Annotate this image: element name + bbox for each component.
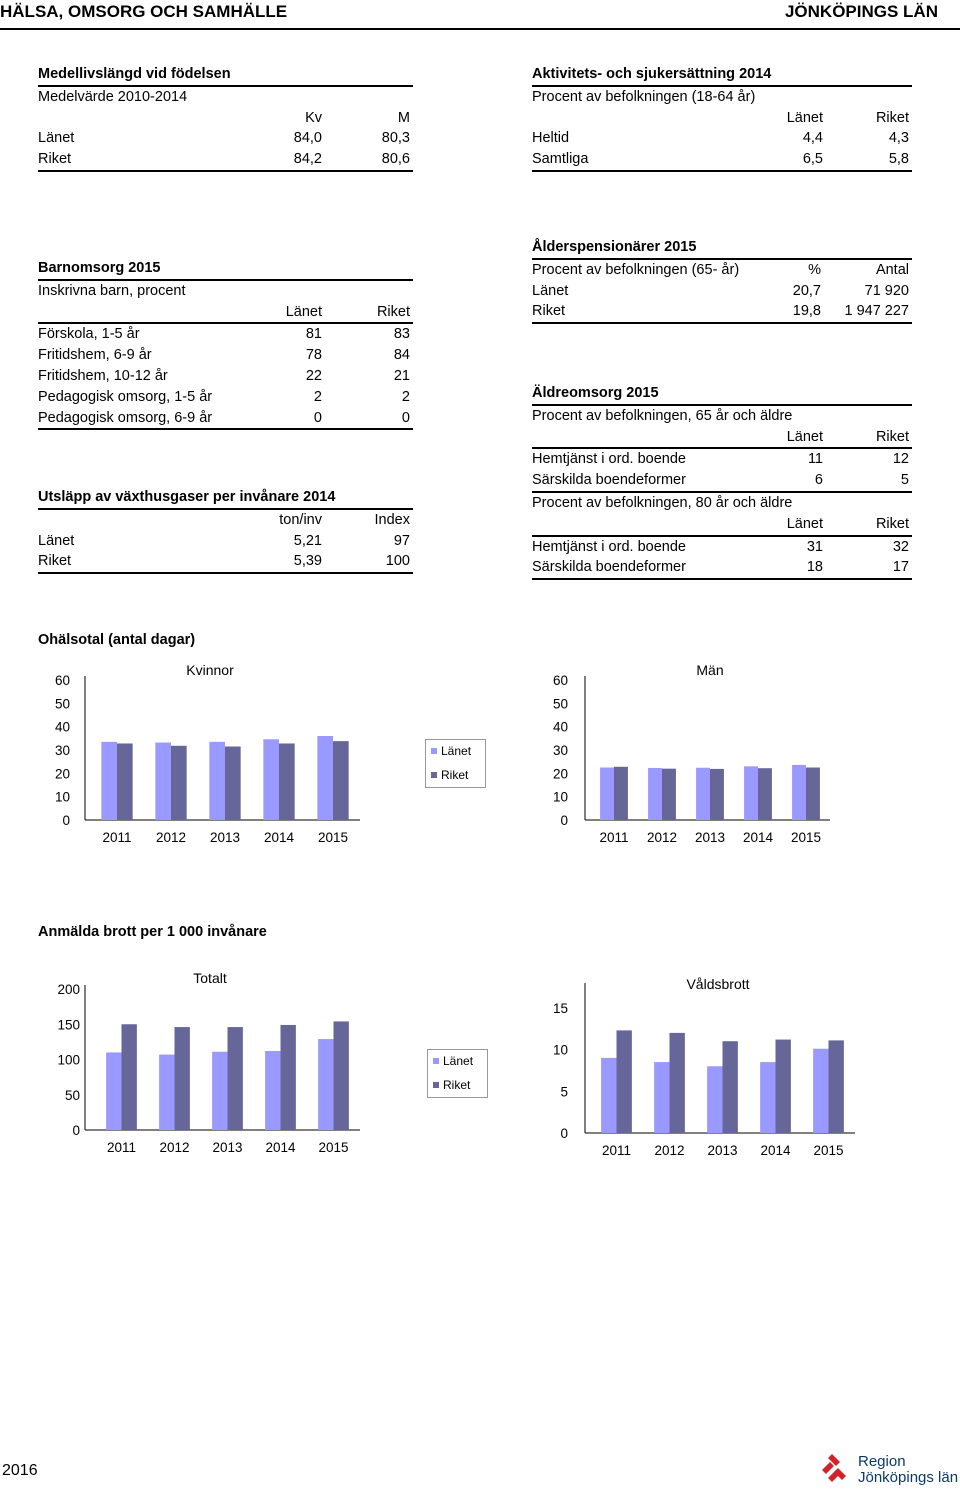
cell: 84,2 xyxy=(293,151,322,168)
totalt-chart xyxy=(40,965,370,1160)
legend-label-riket: Riket xyxy=(441,768,469,782)
table-row xyxy=(532,301,912,324)
row-label: Särskilda boendeformer xyxy=(532,472,686,489)
bar-riket-2012 xyxy=(670,1033,685,1133)
cell: 5,39 xyxy=(293,553,322,570)
bar-riket-2012 xyxy=(175,1027,190,1130)
bar-lanet-2014 xyxy=(760,1062,775,1133)
cell: 83 xyxy=(393,326,410,343)
cell: 78 xyxy=(305,347,322,364)
cell: 6,5 xyxy=(802,151,823,168)
row-label: Länet xyxy=(38,130,75,147)
bar-lanet-2012 xyxy=(654,1062,669,1133)
x-tick-label: 2015 xyxy=(790,830,822,845)
row-label: Riket xyxy=(38,553,72,570)
aktivitet-table xyxy=(532,64,912,172)
man-chart xyxy=(540,660,870,850)
table-title-row xyxy=(532,237,912,260)
cell: 84 xyxy=(393,347,410,364)
table-subtitle-row xyxy=(38,87,413,108)
bar-riket-2014 xyxy=(776,1040,791,1133)
ohalsotal-legend xyxy=(425,739,487,789)
x-tick-label: 2014 xyxy=(742,830,774,845)
logo-line1: Region xyxy=(858,1453,906,1470)
row-label: Hemtjänst i ord. boende xyxy=(532,538,686,555)
table-subtitle: Procent av befolkningen, 80 år och äldre xyxy=(532,494,793,511)
table-header-row xyxy=(38,108,413,129)
header-section-title: HÄLSA, OMSORG OCH SAMHÄLLE xyxy=(0,2,288,21)
table-row xyxy=(532,449,912,470)
table-subtitle: Procent av befolkningen, 65 år och äldre xyxy=(532,407,793,424)
col-header: Länet xyxy=(786,428,823,445)
x-tick-label: 2013 xyxy=(212,1140,243,1155)
bar-lanet-2015 xyxy=(792,765,806,820)
table-subtitle-row xyxy=(532,493,912,514)
y-tick-label: 100 xyxy=(57,1052,80,1068)
x-tick-label: 2012 xyxy=(155,830,187,845)
cell: 4,3 xyxy=(888,130,909,147)
bar-riket-2015 xyxy=(333,741,349,820)
x-tick-label: 2014 xyxy=(760,1143,791,1158)
x-tick-label: 2012 xyxy=(654,1143,685,1158)
kvinnor-chart xyxy=(40,660,370,850)
bar-lanet-2014 xyxy=(263,739,279,820)
col-header: Riket xyxy=(875,428,909,445)
bar-riket-2011 xyxy=(614,767,628,820)
cell: 20,7 xyxy=(792,282,821,299)
bar-lanet-2011 xyxy=(101,742,117,820)
col-header: % xyxy=(808,261,821,278)
bar-lanet-2015 xyxy=(813,1049,828,1133)
x-tick-label: 2011 xyxy=(601,1143,632,1158)
bar-lanet-2012 xyxy=(155,743,171,820)
bar-riket-2015 xyxy=(334,1021,349,1130)
y-tick-label: 20 xyxy=(54,766,70,782)
col-header: Index xyxy=(374,511,410,528)
y-tick-label: 10 xyxy=(552,1042,568,1058)
table-row xyxy=(38,551,413,574)
table-row xyxy=(532,128,912,149)
legend-swatch-lanet xyxy=(431,748,437,754)
bar-lanet-2015 xyxy=(318,1039,333,1130)
cell: 5,21 xyxy=(293,532,322,549)
bar-riket-2015 xyxy=(806,768,820,821)
bar-riket-2014 xyxy=(758,768,772,820)
cell: 1 947 227 xyxy=(844,303,909,320)
col-header: Riket xyxy=(875,109,909,126)
x-tick-label: 2015 xyxy=(318,1140,349,1155)
bar-lanet-2011 xyxy=(106,1052,121,1130)
bar-riket-2013 xyxy=(225,747,241,821)
table-title-row xyxy=(38,64,413,87)
table-header-row xyxy=(532,108,912,129)
y-tick-label: 200 xyxy=(57,982,80,997)
table-row xyxy=(532,281,912,302)
bar-riket-2014 xyxy=(281,1025,296,1130)
y-tick-label: 0 xyxy=(62,813,70,828)
table-title: Aktivitets- och sjukersättning 2014 xyxy=(532,66,772,82)
aldreomsorg-table xyxy=(532,383,912,580)
legend-swatch-riket xyxy=(433,1082,439,1088)
x-tick-label: 2014 xyxy=(265,1140,296,1155)
bar-lanet-2013 xyxy=(696,768,710,820)
row-label: Pedagogisk omsorg, 1-5 år xyxy=(38,388,213,405)
bar-lanet-2013 xyxy=(707,1066,722,1133)
col-header: Antal xyxy=(875,261,909,278)
cell: 0 xyxy=(401,409,410,426)
table-subtitle: Inskrivna barn, procent xyxy=(38,282,186,299)
y-tick-label: 50 xyxy=(64,1087,80,1103)
table-row xyxy=(38,149,413,172)
table-subtitle-row xyxy=(38,281,413,302)
bar-riket-2013 xyxy=(710,769,724,820)
y-tick-label: 15 xyxy=(552,1000,568,1016)
table-row xyxy=(38,345,413,366)
bar-riket-2012 xyxy=(171,746,187,820)
chart-title: Män xyxy=(696,662,724,678)
col-header: Riket xyxy=(875,515,909,532)
logo-line2: Jönköpings län xyxy=(858,1469,959,1486)
cell: 81 xyxy=(305,326,322,343)
col-header: Länet xyxy=(786,515,823,532)
table-row xyxy=(38,324,413,345)
cell: 11 xyxy=(807,451,823,468)
barnomsorg-table xyxy=(38,258,413,430)
bar-riket-2011 xyxy=(617,1030,632,1133)
table-header-row xyxy=(38,302,413,325)
header-region: JÖNKÖPINGS LÄN xyxy=(784,2,938,21)
x-tick-label: 2011 xyxy=(106,1140,137,1155)
x-tick-label: 2013 xyxy=(209,830,241,845)
table-row xyxy=(532,149,912,172)
row-label: Heltid xyxy=(532,130,570,147)
bar-lanet-2011 xyxy=(601,1058,616,1133)
bar-riket-2013 xyxy=(723,1041,738,1133)
legend-swatch-lanet xyxy=(433,1058,439,1064)
cell: 71 920 xyxy=(864,282,909,299)
y-tick-label: 20 xyxy=(552,766,568,782)
table-title: Barnomsorg 2015 xyxy=(38,260,161,276)
alderspension-table xyxy=(532,237,912,324)
row-label: Riket xyxy=(532,303,566,320)
table-subtitle-row xyxy=(532,406,912,427)
cell: 84,0 xyxy=(293,130,322,147)
legend-label-lanet: Länet xyxy=(441,744,472,758)
bar-lanet-2011 xyxy=(600,768,614,821)
y-tick-label: 0 xyxy=(560,813,568,828)
cell: 97 xyxy=(393,532,410,549)
y-tick-label: 10 xyxy=(552,789,568,805)
bar-lanet-2014 xyxy=(265,1051,280,1130)
utslapp-table xyxy=(38,487,413,574)
bar-riket-2014 xyxy=(279,743,295,820)
bar-lanet-2012 xyxy=(159,1055,174,1130)
y-tick-label: 30 xyxy=(552,743,568,758)
y-tick-label: 60 xyxy=(552,673,568,688)
y-tick-label: 50 xyxy=(552,696,568,712)
row-label: Särskilda boendeformer xyxy=(532,559,686,576)
cell: 12 xyxy=(892,451,909,468)
x-tick-label: 2015 xyxy=(813,1143,844,1158)
x-tick-label: 2014 xyxy=(263,830,295,845)
x-tick-label: 2011 xyxy=(599,830,629,845)
cell: 80,3 xyxy=(381,130,410,147)
region-logo xyxy=(820,1450,960,1486)
table-row xyxy=(38,366,413,387)
table-subtitle-row xyxy=(532,87,912,108)
x-tick-label: 2013 xyxy=(694,830,726,845)
x-tick-label: 2011 xyxy=(102,830,132,845)
row-label: Förskola, 1-5 år xyxy=(38,326,140,343)
row-label: Länet xyxy=(532,282,569,299)
x-tick-label: 2012 xyxy=(159,1140,190,1155)
y-tick-label: 10 xyxy=(54,789,70,805)
table-title-row xyxy=(532,383,912,406)
row-label: Länet xyxy=(38,532,75,549)
y-tick-label: 40 xyxy=(552,719,568,735)
cell: 21 xyxy=(393,367,410,384)
brott-title: Anmälda brott per 1 000 invånare xyxy=(38,924,267,940)
y-tick-label: 40 xyxy=(54,719,70,735)
valdsbrott-chart xyxy=(540,965,870,1165)
cell: 4,4 xyxy=(802,130,823,147)
col-header: Kv xyxy=(305,109,322,126)
cell: 2 xyxy=(313,388,322,405)
y-tick-label: 50 xyxy=(54,696,70,712)
bar-lanet-2012 xyxy=(648,768,662,820)
chart-title: Totalt xyxy=(193,970,227,986)
x-tick-label: 2013 xyxy=(707,1143,738,1158)
table-title-row xyxy=(532,64,912,87)
x-tick-label: 2015 xyxy=(317,830,349,845)
bar-riket-2012 xyxy=(662,769,676,820)
row-label: Riket xyxy=(38,151,72,168)
table-header-row xyxy=(532,427,912,450)
medellivslangd-table xyxy=(38,64,413,172)
cell: 31 xyxy=(806,538,823,555)
legend-label-riket: Riket xyxy=(443,1078,471,1092)
row-label: Samtliga xyxy=(532,151,589,168)
bar-lanet-2014 xyxy=(744,766,758,820)
cell: 0 xyxy=(313,409,322,426)
table-row xyxy=(532,557,912,580)
y-tick-label: 150 xyxy=(57,1017,80,1033)
y-tick-label: 60 xyxy=(54,673,70,688)
y-tick-label: 0 xyxy=(72,1123,80,1138)
row-label: Fritidshem, 10-12 år xyxy=(38,367,168,384)
table-title: Utsläpp av växthusgaser per invånare 2014 xyxy=(38,489,336,505)
chart-title: Kvinnor xyxy=(186,662,234,678)
table-title-row xyxy=(38,487,413,510)
col-header: ton/inv xyxy=(279,511,322,528)
table-title: Äldreomsorg 2015 xyxy=(532,385,659,401)
table-subtitle-row xyxy=(532,260,912,281)
col-header: M xyxy=(397,109,410,126)
table-title: Medellivslängd vid födelsen xyxy=(38,66,231,82)
bar-lanet-2013 xyxy=(209,742,225,820)
cell: 32 xyxy=(892,538,909,555)
table-subtitle: Procent av befolkningen (18-64 år) xyxy=(532,88,756,105)
cell: 80,6 xyxy=(381,151,410,168)
page-header xyxy=(0,0,960,30)
table-subtitle: Procent av befolkningen (65- år) xyxy=(532,261,740,278)
table-row xyxy=(38,387,413,408)
x-tick-label: 2012 xyxy=(646,830,678,845)
table-subtitle: Medelvärde 2010-2014 xyxy=(38,88,188,105)
table-title: Ålderspensionärer 2015 xyxy=(532,239,697,255)
table-row xyxy=(38,128,413,149)
table-header-row xyxy=(38,510,413,531)
col-header: Länet xyxy=(285,303,322,320)
legend-swatch-riket xyxy=(431,772,437,778)
table-row xyxy=(38,408,413,431)
bar-riket-2015 xyxy=(829,1040,844,1133)
bar-lanet-2015 xyxy=(317,736,333,820)
brott-legend xyxy=(427,1049,489,1099)
bar-riket-2011 xyxy=(117,743,133,820)
cell: 2 xyxy=(401,388,410,405)
y-tick-label: 5 xyxy=(560,1084,568,1100)
bar-riket-2013 xyxy=(228,1027,243,1130)
table-header-row xyxy=(532,514,912,537)
cell: 5 xyxy=(900,472,909,489)
y-tick-label: 0 xyxy=(560,1126,568,1141)
table-row xyxy=(532,537,912,558)
chart-title: Våldsbrott xyxy=(686,976,750,992)
cell: 17 xyxy=(892,559,909,576)
col-header: Riket xyxy=(376,303,410,320)
cell: 19,8 xyxy=(792,303,821,320)
ohalsotal-title: Ohälsotal (antal dagar) xyxy=(38,632,196,648)
cell: 5,8 xyxy=(888,151,909,168)
table-title-row xyxy=(38,258,413,281)
y-tick-label: 30 xyxy=(54,743,70,758)
table-row xyxy=(532,470,912,493)
cell: 6 xyxy=(814,472,823,489)
cell: 22 xyxy=(305,367,322,384)
row-label: Hemtjänst i ord. boende xyxy=(532,451,686,468)
legend-label-lanet: Länet xyxy=(443,1054,474,1068)
bar-riket-2011 xyxy=(122,1024,137,1130)
row-label: Fritidshem, 6-9 år xyxy=(38,347,152,364)
cell: 18 xyxy=(806,559,823,576)
bar-lanet-2013 xyxy=(212,1052,227,1130)
cell: 100 xyxy=(385,553,410,570)
col-header: Länet xyxy=(786,109,823,126)
region-logo-icon xyxy=(820,1450,960,1486)
table-row xyxy=(38,531,413,552)
footer-year: 2016 xyxy=(2,1462,38,1479)
row-label: Pedagogisk omsorg, 6-9 år xyxy=(38,409,213,426)
